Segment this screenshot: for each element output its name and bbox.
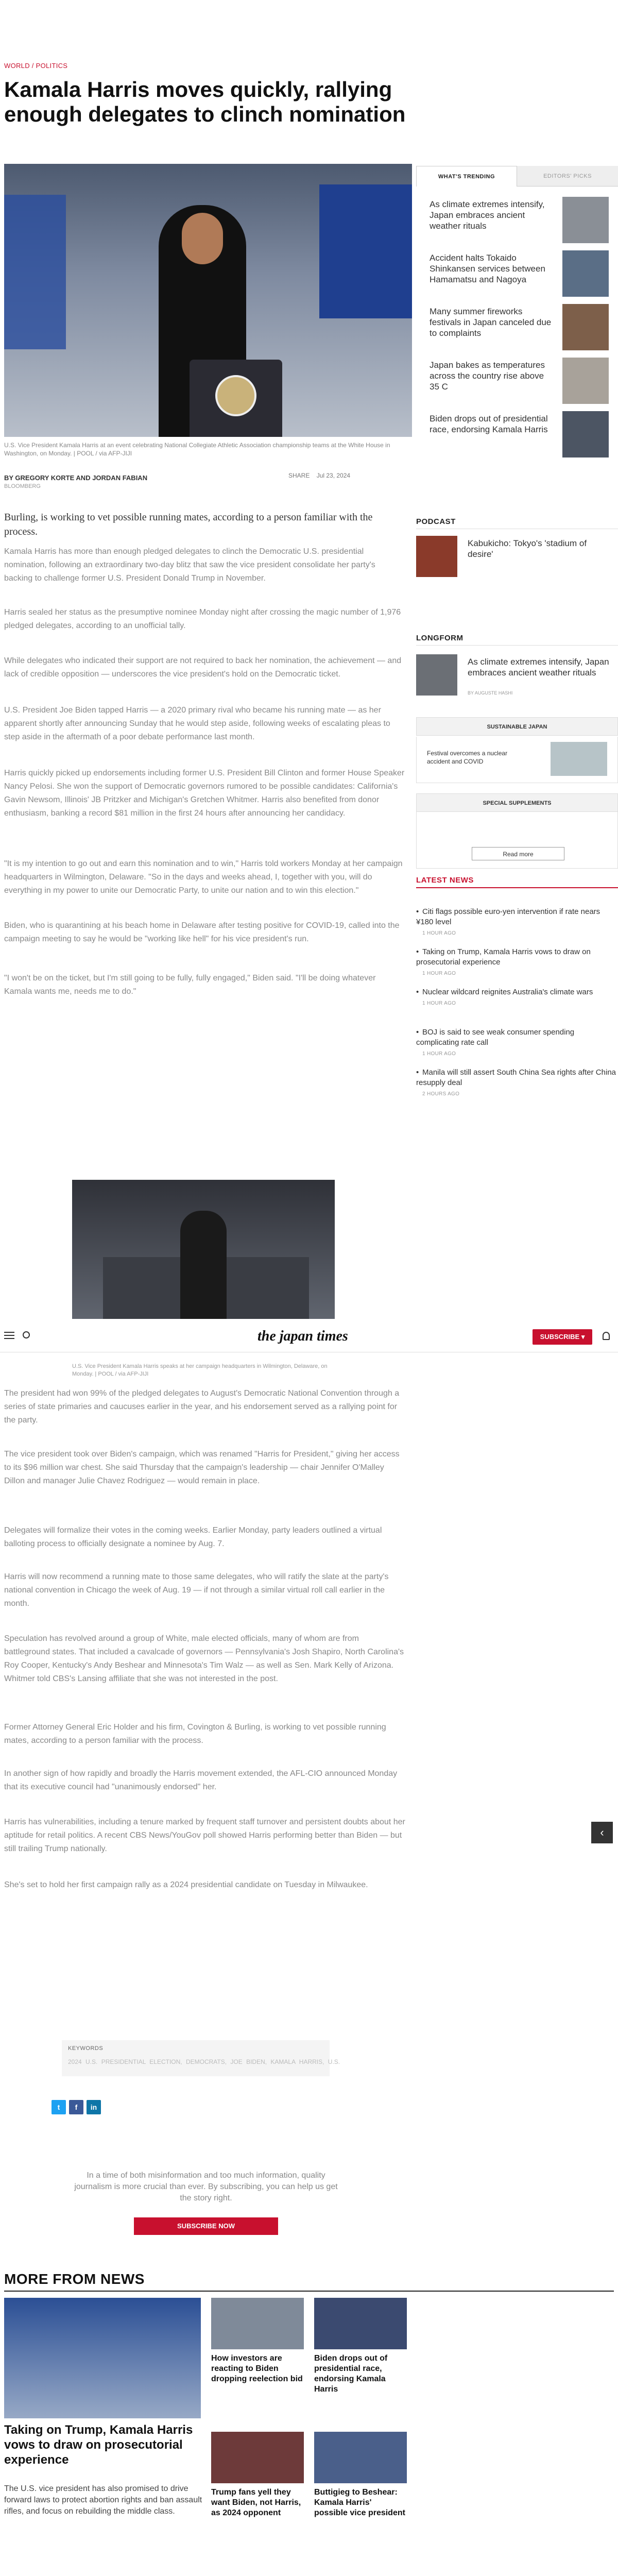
article-paragraph: In another sign of how rapidly and broadly the Harris movement extended, the AFL-CIO announced Monday that its executive council had "unanimously endorsed" her. bbox=[4, 1769, 398, 1791]
subscribe-button[interactable]: SUBSCRIBE ▾ bbox=[533, 1329, 592, 1345]
keywords-label: KEYWORDS bbox=[68, 2045, 104, 2052]
trending-thumbnail bbox=[562, 197, 609, 243]
article-paragraph: Harris has vulnerabilities, including a tenure marked by frequent staff turnover and persistent doubts about her aptitude for retail politics. A recent CBS News/YouGov poll showed Harris performing better than Biden — but still trailing Trump nationally. bbox=[4, 1818, 405, 1853]
trending-item[interactable] bbox=[430, 411, 615, 457]
sustainable-japan-box[interactable] bbox=[416, 737, 618, 783]
read-more-button[interactable]: Read more bbox=[472, 847, 564, 860]
subscribe-now-button[interactable]: SUBSCRIBE NOW bbox=[134, 2217, 278, 2235]
news-card-image bbox=[211, 2298, 304, 2349]
keywords-list[interactable]: 2024 U.S. PRESIDENTIAL ELECTION, DEMOCRATS, JOE BIDEN, KAMALA HARRIS, U.S. bbox=[68, 2058, 340, 2065]
latest-news-item[interactable] bbox=[416, 1027, 617, 1059]
article-paragraph: Biden, who is quarantining at his beach home in Delaware after testing positive for COVID-19, called into the campaign meeting to say he would be "working like hell" for his vice president's run. bbox=[4, 921, 400, 943]
trending-item[interactable] bbox=[430, 250, 615, 297]
sustainable-japan-thumbnail bbox=[551, 742, 607, 776]
article-headline: Kamala Harris moves quickly, rallying enough delegates to clinch nomination bbox=[4, 77, 406, 126]
article-source: BLOOMBERG bbox=[4, 483, 41, 489]
latest-news-timestamp: 2 HOURS AGO bbox=[422, 1091, 460, 1097]
sidebar-tabs bbox=[416, 166, 618, 187]
more-from-news-heading: MORE FROM NEWS bbox=[4, 2271, 145, 2287]
news-card-image bbox=[211, 2432, 304, 2483]
latest-news-timestamp: 1 HOUR AGO bbox=[422, 930, 456, 936]
podcast-header: PODCAST bbox=[416, 517, 456, 526]
trending-title: Japan bakes as temperatures across the country rise above 35 C bbox=[430, 360, 545, 392]
latest-news-title: Taking on Trump, Kamala Harris vows to draw on prosecutorial experience bbox=[416, 947, 591, 967]
article-paragraph: Delegates will formalize their votes in the coming weeks. Earlier Monday, party leaders outlined a virtual balloting process to officially designate a nominee by Aug. 7. bbox=[4, 1526, 382, 1548]
longform-author: BY AUGUSTE HASHI bbox=[468, 690, 513, 696]
podcast-item[interactable] bbox=[416, 536, 602, 582]
trending-title: Accident halts Tokaido Shinkansen services between Hamamatsu and Nagoya bbox=[430, 253, 545, 284]
facebook-share-icon[interactable]: f bbox=[69, 2100, 83, 2114]
news-card[interactable] bbox=[211, 2432, 304, 2518]
article-lead: Burling, is working to vet possible running mates, according to a person familiar with the process. bbox=[4, 512, 373, 537]
article-paragraph: The president had won 99% of the pledged delegates to August's Democratic National Convention through a series of state primaries and caucuses earlier in the year, and his endorsement served as a rallying point for the party. bbox=[4, 1389, 400, 1425]
article-paragraph: Former Attorney General Eric Holder and his firm, Covington & Burling, is working to vet possible running mates, according to a person familiar with the process. bbox=[4, 1723, 386, 1745]
article-category[interactable]: WORLD / POLITICS bbox=[4, 62, 68, 70]
latest-news-title: BOJ is said to see weak consumer spending complicating rate call bbox=[416, 1028, 575, 1047]
featured-story-summary: The U.S. vice president has also promised to drive forward laws to protect abortion rights and ban assault rifles, and focus on rebuilding the middle class. bbox=[4, 2484, 202, 2516]
tab-whats-trending[interactable]: WHAT'S TRENDING bbox=[416, 166, 517, 187]
inline-photo bbox=[72, 1180, 335, 1319]
podcast-thumbnail bbox=[416, 536, 457, 577]
article-paragraph: The vice president took over Biden's campaign, which was renamed "Harris for President," giving her access to its $96 million war chest. She said Thursday that the campaign's leadership — chair Jennifer O'Malley Dillon and manager Julie Chavez Rodriguez — would remain in place. bbox=[4, 1450, 400, 1485]
latest-news-item[interactable] bbox=[416, 907, 617, 939]
article-paragraph: She's set to hold her first campaign rally as a 2024 presidential candidate on Tuesday in Milwaukee. bbox=[4, 1880, 368, 1889]
trending-thumbnail bbox=[562, 250, 609, 297]
latest-news-item[interactable] bbox=[416, 1067, 617, 1099]
news-card-title: How investors are reacting to Biden dropping reelection bid bbox=[211, 2354, 303, 2383]
hero-caption: U.S. Vice President Kamala Harris at an event celebrating National Collegiate Athletic Association championship teams at the White House in Washington, on Monday. | POOL / via AFP-JIJI bbox=[4, 442, 390, 457]
longform-item[interactable] bbox=[416, 654, 609, 701]
longform-thumbnail bbox=[416, 654, 457, 696]
article-paragraph: Kamala Harris has more than enough pledged delegates to clinch the Democratic U.S. presidential nomination, following an extraordinary two-day blitz that saw the vice president consolidate her party's backing to challenge former U.S. President Donald Trump in November. bbox=[4, 547, 375, 583]
longform-header: LONGFORM bbox=[416, 634, 464, 642]
bullet-icon: • bbox=[416, 988, 419, 996]
latest-news-title: Nuclear wildcard reignites Australia's climate wars bbox=[422, 988, 593, 996]
news-card[interactable] bbox=[211, 2298, 304, 2384]
latest-news-item[interactable] bbox=[416, 947, 617, 979]
latest-news-timestamp: 1 HOUR AGO bbox=[422, 1051, 456, 1057]
longform-title: As climate extremes intensify, Japan embraces ancient weather rituals bbox=[468, 657, 609, 677]
search-icon[interactable] bbox=[23, 1331, 30, 1338]
news-card[interactable] bbox=[314, 2298, 407, 2395]
trending-thumbnail bbox=[562, 411, 609, 457]
bullet-icon: • bbox=[416, 907, 419, 916]
article-paragraph: Harris quickly picked up endorsements including former U.S. President Bill Clinton and former House Speaker Nancy Pelosi. She won the support of Democratic governors rumored to be possible candidates: California's Gavin Newsom, Illinois' JB Pritzker and Michigan's Gretchen Whitmer. Harris also benefited from donor enthusiasm, banking a record $81 million in the first 24 hours after announcing her candidacy. bbox=[4, 769, 405, 818]
news-card-image bbox=[314, 2432, 407, 2483]
featured-story-title[interactable]: Taking on Trump, Kamala Harris vows to draw on prosecutorial experience bbox=[4, 2423, 193, 2467]
news-card-title: Buttigieg to Beshear: Kamala Harris' possible vice president bbox=[314, 2488, 405, 2517]
site-logo[interactable]: the japan times bbox=[258, 1328, 348, 1344]
trending-item[interactable] bbox=[430, 304, 615, 350]
article-paragraph: U.S. President Joe Biden tapped Harris — a 2020 primary rival who became his running mate — as her apparent shortly after announcing Sunday that he would step aside, following weeks of escalating pleas to step aside in the aftermath of a poor debate performance last month. bbox=[4, 706, 390, 741]
latest-news-title: Manila will still assert South China Sea rights after China resupply deal bbox=[416, 1068, 616, 1087]
inline-caption: U.S. Vice President Kamala Harris speaks at her campaign headquarters in Wilmington, Delaware, on Monday. | POOL / via AFP-JIJI bbox=[72, 1363, 328, 1377]
trending-title: Biden drops out of presidential race, endorsing Kamala Harris bbox=[430, 414, 548, 434]
bullet-icon: • bbox=[416, 947, 419, 956]
linkedin-share-icon[interactable]: in bbox=[87, 2100, 101, 2114]
subscription-appeal: In a time of both misinformation and too much information, quality journalism is more crucial than ever. By subscribing, you can help us get the story right. bbox=[74, 2171, 338, 2202]
article-paragraph: "I won't be on the ticket, but I'm still going to be fully, fully engaged," Biden said. "I'll be doing whatever Kamala wants me, needs me to do." bbox=[4, 974, 376, 996]
trending-thumbnail bbox=[562, 304, 609, 350]
latest-news-title: Citi flags possible euro-yen intervention if rate nears ¥180 level bbox=[416, 907, 600, 926]
news-card-title: Biden drops out of presidential race, endorsing Kamala Harris bbox=[314, 2354, 388, 2394]
sustainable-japan-box-header: SUSTAINABLE JAPAN bbox=[416, 717, 618, 736]
scroll-top-button[interactable]: ‹ bbox=[591, 1822, 613, 1843]
bullet-icon: • bbox=[416, 1028, 419, 1037]
article-paragraph: While delegates who indicated their support are not required to back her nomination, the achievement — and lack of credible opposition — underscores the vice president's hold on the Democratic ticket. bbox=[4, 656, 402, 679]
featured-story-image[interactable] bbox=[4, 2298, 201, 2418]
trending-item[interactable] bbox=[430, 197, 615, 243]
twitter-share-icon[interactable]: t bbox=[52, 2100, 66, 2114]
latest-news-header: LATEST NEWS bbox=[416, 876, 474, 885]
share-label: SHARE bbox=[288, 472, 310, 479]
share-row[interactable] bbox=[288, 472, 350, 479]
bullet-icon: • bbox=[416, 1068, 419, 1077]
hero-image bbox=[4, 164, 412, 437]
article-paragraph: "It is my intention to go out and earn this nomination and to win," Harris told workers Monday at her campaign headquarters in Wilmington, Delaware. "So in the days and weeks ahead, I, together with you, will do everything in my power to unite our Democratic Party, to unite our nation and to win this election." bbox=[4, 859, 403, 895]
article-date: Jul 23, 2024 bbox=[316, 472, 351, 479]
special-supplements-header: SPECIAL SUPPLEMENTS bbox=[416, 793, 618, 812]
podcast-title: Kabukicho: Tokyo's 'stadium of desire' bbox=[468, 538, 587, 559]
trending-item[interactable] bbox=[430, 358, 615, 404]
article-paragraph: Harris sealed her status as the presumptive nominee Monday night after crossing the magic number of 1,976 pledged delegates, according to an unofficial tally. bbox=[4, 608, 401, 630]
menu-icon[interactable] bbox=[4, 1332, 14, 1339]
article-paragraph: Harris will now recommend a running mate to those same delegates, who will ratify the slate at the party's national convention in Chicago the week of Aug. 19 — if not through a similar virtual roll call earlier in the month. bbox=[4, 1572, 389, 1608]
tab-editors-picks[interactable]: EDITORS' PICKS bbox=[517, 166, 618, 187]
news-card[interactable] bbox=[314, 2432, 407, 2518]
trending-title: Many summer fireworks festivals in Japan canceled due to complaints bbox=[430, 307, 552, 338]
latest-news-timestamp: 1 HOUR AGO bbox=[422, 1001, 456, 1006]
trending-title: As climate extremes intensify, Japan embraces ancient weather rituals bbox=[430, 199, 545, 231]
sustainable-japan-item-title: Festival overcomes a nuclear accident and COVID bbox=[427, 750, 508, 765]
article-paragraph: Speculation has revolved around a group of White, male elected officials, many of whom are from battleground states. That included a cavalcade of governors — Pennsylvania's Josh Shapiro, North Carolina's Roy Cooper, Kentucky's Andy Beshear and Minnesota's Tim Walz — as well as Sen. Mark Kelly of Arizona. Whitmer told CBS's Lansing affiliate that she was not interested in the post. bbox=[4, 1634, 404, 1683]
trending-thumbnail bbox=[562, 358, 609, 404]
latest-news-timestamp: 1 HOUR AGO bbox=[422, 971, 456, 976]
news-card-image bbox=[314, 2298, 407, 2349]
article-byline: BY GREGORY KORTE AND JORDAN FABIAN bbox=[4, 474, 148, 482]
news-card-title: Trump fans yell they want Biden, not Harris, as 2024 opponent bbox=[211, 2488, 301, 2517]
user-icon[interactable] bbox=[603, 1332, 610, 1340]
latest-news-item[interactable] bbox=[416, 987, 617, 1009]
